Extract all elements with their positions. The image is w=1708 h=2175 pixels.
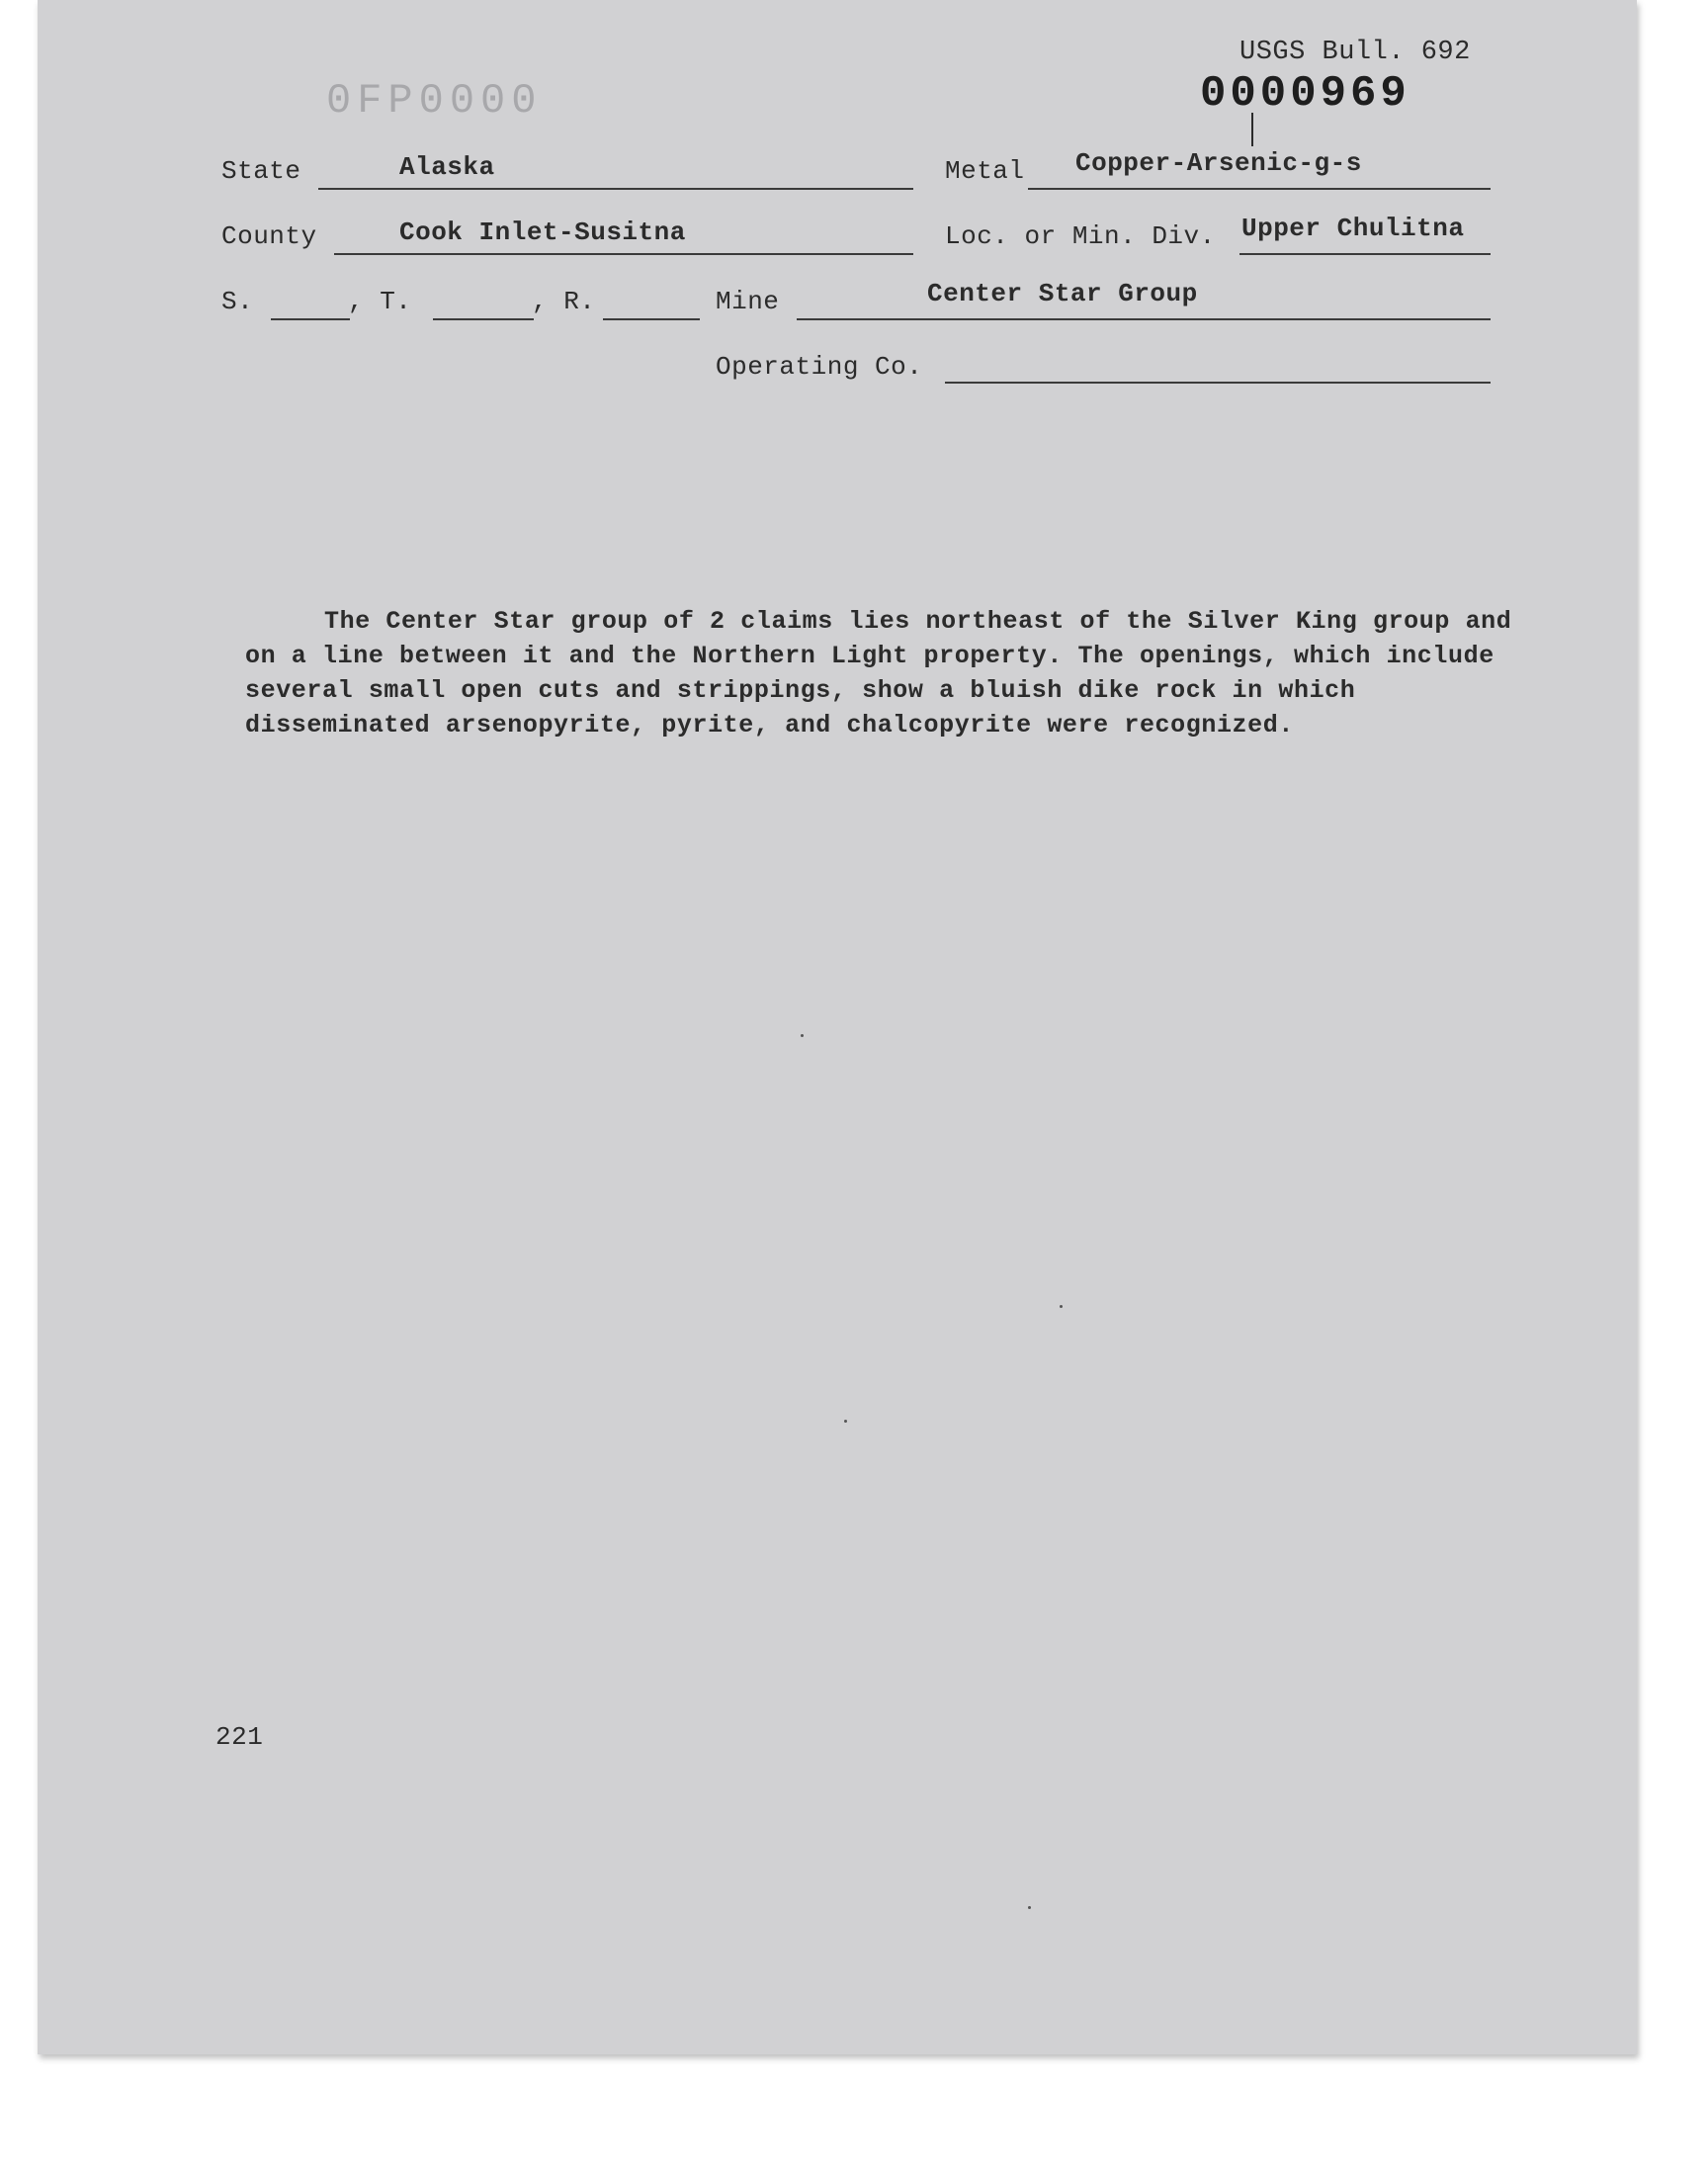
stamp-tick-mark <box>1251 113 1253 146</box>
operating-co-label: Operating Co. <box>716 352 923 382</box>
description-paragraph <box>245 569 1530 777</box>
metal-value: Copper-Arsenic-g-s <box>1075 148 1362 178</box>
faint-bleedthrough-number: 0FP0000 <box>326 77 543 125</box>
scan-speck <box>1028 1906 1031 1909</box>
document-page <box>38 0 1637 2054</box>
mine-value: Center Star Group <box>927 279 1198 308</box>
section-label: S. <box>221 287 254 316</box>
state-value: Alaska <box>399 152 495 182</box>
bulletin-reference: USGS Bull. 692 <box>1239 38 1471 67</box>
county-value: Cook Inlet-Susitna <box>399 218 686 247</box>
scan-speck <box>844 1420 847 1423</box>
loc-min-div-underline <box>1239 253 1491 255</box>
loc-min-div-value: Upper Chulitna <box>1241 214 1465 243</box>
record-number-stamp: 0000969 <box>1200 69 1410 119</box>
state-underline <box>318 188 913 190</box>
scan-margin <box>0 2088 1708 2175</box>
operating-co-underline <box>945 382 1491 384</box>
metal-label: Metal <box>945 156 1025 186</box>
range-underline <box>603 318 700 320</box>
scan-speck <box>801 1034 804 1037</box>
scan-speck <box>1060 1305 1063 1308</box>
metal-underline <box>1028 188 1491 190</box>
state-label: State <box>221 156 301 186</box>
range-label: , R. <box>532 287 596 316</box>
county-label: County <box>221 221 317 251</box>
township-underline <box>433 318 534 320</box>
mine-underline <box>797 318 1491 320</box>
mine-label: Mine <box>716 287 780 316</box>
page-number: 221 <box>215 1722 264 1752</box>
section-underline <box>271 318 350 320</box>
county-underline <box>334 253 913 255</box>
township-label: , T. <box>348 287 412 316</box>
description-text: The Center Star group of 2 claims lies northeast of the Silver King group and on a line between it and the Northern Light property. The openings, which include several small open cuts and strippings, show a bluish dike rock in which disseminated arsenopyrite, pyrite, and chalcopyrite were recognized. <box>245 607 1512 740</box>
loc-min-div-label: Loc. or Min. Div. <box>945 221 1216 251</box>
